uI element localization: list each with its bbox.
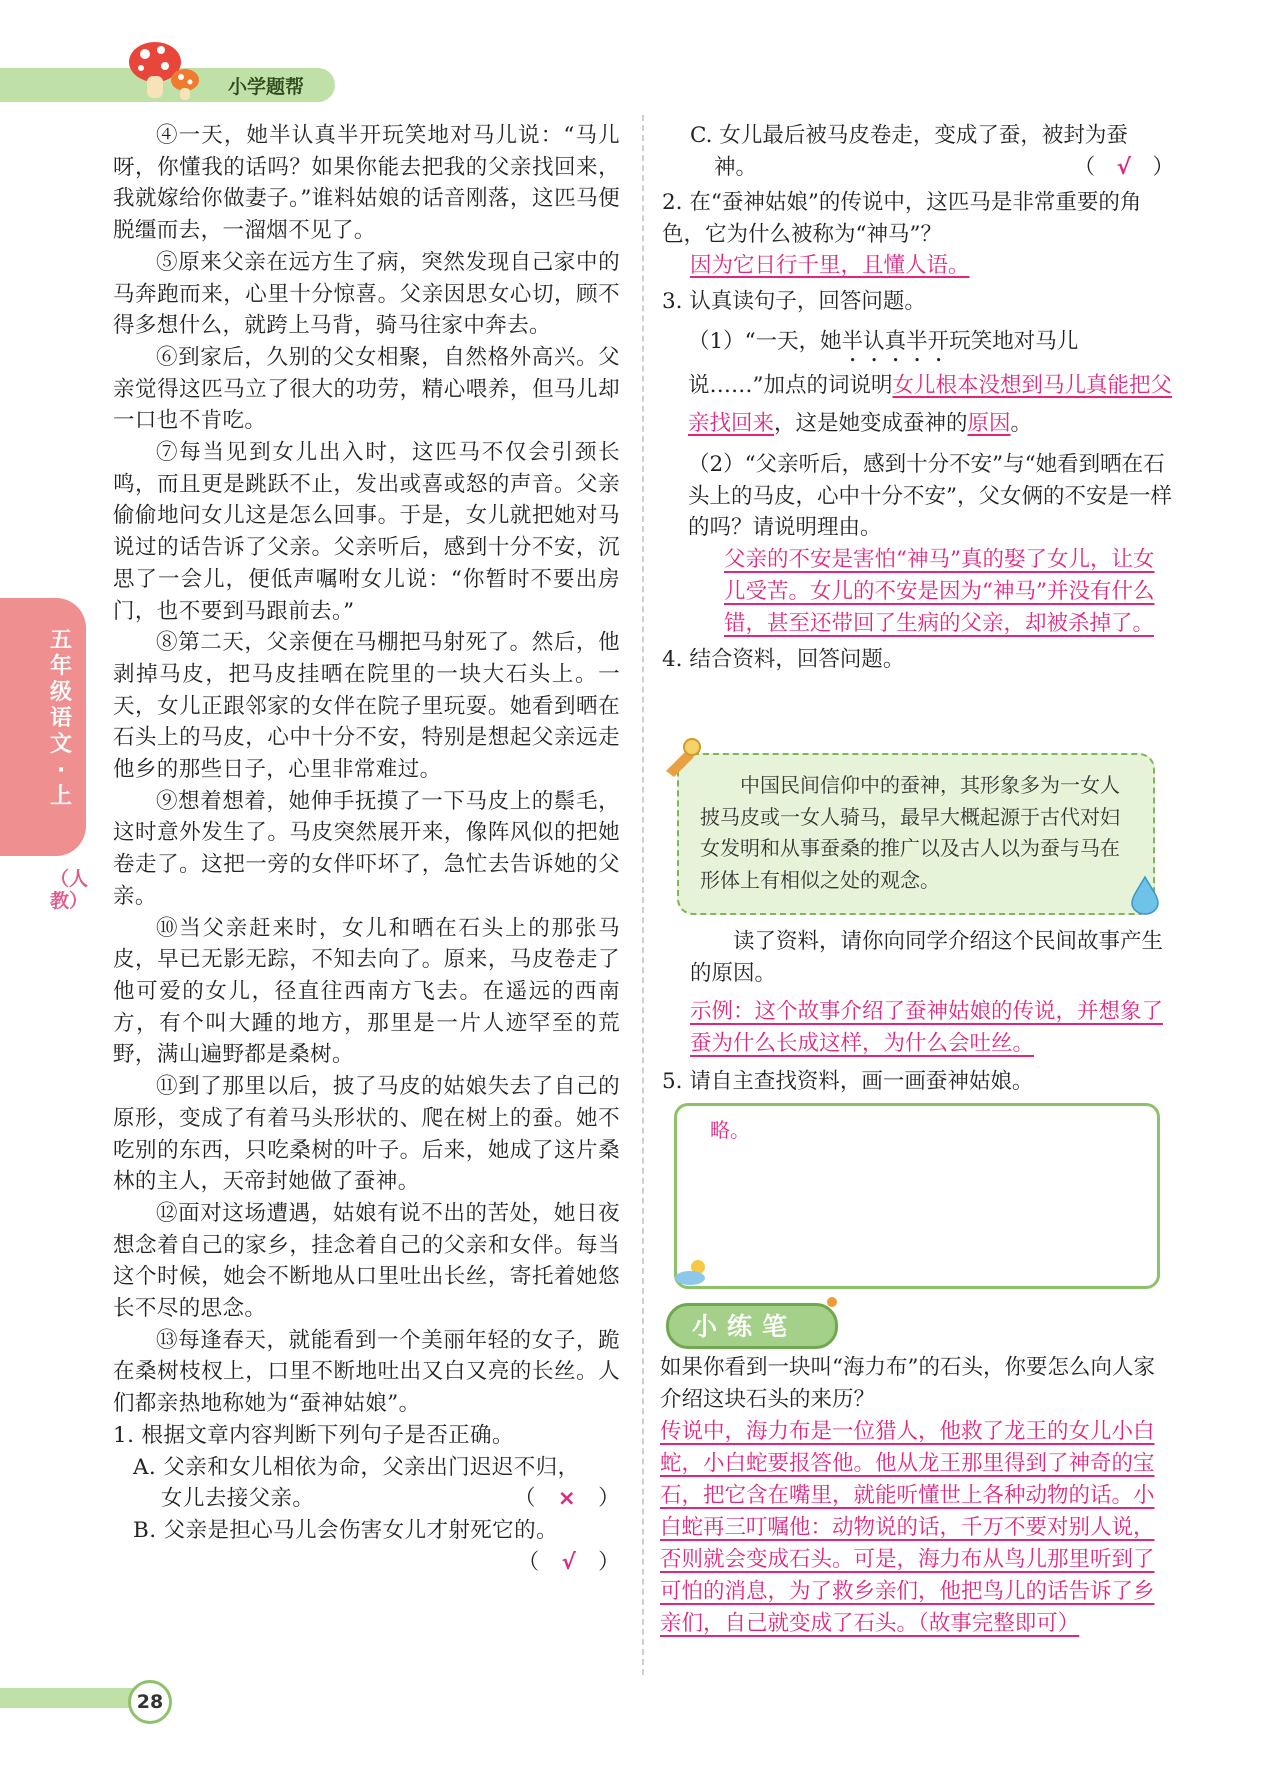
header-title: 小学题帮 (228, 76, 305, 98)
story-paragraph: ⑤原来父亲在远方生了病，突然发现自己家中的马奔跑而来，心里十分惊喜。父亲因思女心切，顾不得多想什么，就跨上马背，骑马往家中奔去。 (113, 249, 620, 339)
q3-1-text-d: 。 (1010, 411, 1033, 436)
cloud-sun-icon (672, 1258, 712, 1286)
story-paragraph: ⑩当父亲赶来时，女儿和晒在石头上的那张马皮，早已无影无踪，不知去向了。原来，马皮卷走了他可爱的女儿，径直往西南方飞去。在遥远的西南方，有个叫大踵的地方，那里是一片人迹罕至的荒野，满山遍野都是桑树。 (113, 915, 620, 1068)
question-3-1 (662, 317, 1174, 443)
mushroom-icon (125, 40, 205, 102)
edition-label: （人教） (50, 868, 89, 912)
question-2-answer-line (662, 250, 1174, 282)
question-3-stem: 3. 认真读句子，回答问题。 (662, 288, 926, 314)
question-4-stem: 4. 结合资料，回答问题。 (662, 646, 905, 672)
option-b: B. 父亲是担心马儿会伤害女儿才射死它的。 (133, 1517, 558, 1543)
question-4-block (662, 926, 1174, 1098)
practice-prompt: 如果你看到一块叫“海力布”的石头，你要怎么向人家介绍这块石头的来历？ (660, 1355, 1155, 1412)
story-paragraph: ⑪到了那里以后，披了马皮的姑娘失去了自己的原形，变成了有着马头形状的、爬在树上的蚕。她不吃别的东西，只吃桑树的叶子。后来，她成了这片桑林的主人，天帝封她做了蚕神。 (113, 1074, 620, 1195)
question-3-2-answer: 父亲的不安是害怕“神马”真的娶了女儿，让女儿受苦。女儿的不安是因为“神马”并没有什么错，甚至还带回了生病的父亲，却被杀掉了。 (724, 546, 1155, 636)
story-paragraph: ⑥到家后，久别的父女相聚，自然格外高兴。父亲觉得这匹马立了很大的功劳，精心喂养，但马儿却一口也不肯吃。 (113, 344, 620, 434)
option-c-cont (662, 152, 1174, 184)
page-number-bar (0, 1688, 148, 1708)
practice-answer: 传说中，海力布是一位猎人，他救了龙王的女儿小白蛇，小白蛇要报答他。他从龙王那里得到了神奇的宝石，把它含在嘴里，就能听懂世上各种动物的话。小白蛇再三叮嘱他：动物说的话，千万不要对别人说，否则就会变成石头。可是，海力布从鸟儿那里听到了可怕的消息，为了救乡亲们，他把鸟儿的话告诉了乡亲们，自己就变成了石头。（故事完整即可） (660, 1419, 1155, 1636)
story-paragraph: ⑫面对这场遭遇，姑娘有说不出的苦处，她日夜想念着自己的家乡，挂念着自己的父亲和女伴。每当这个时候，她会不断地从口里吐出长丝，寄托着她悠长不尽的思念。 (113, 1200, 620, 1322)
q3-1-text-a: （1）“一天，她 (688, 329, 842, 354)
answer-mark-c: √ (1116, 154, 1131, 180)
option-c: C. 女儿最后被马皮卷走，变成了蚕，被封为蚕 (690, 123, 1128, 148)
answer-paren-a: （ × ） (513, 1486, 620, 1512)
option-a: A. 父亲和女儿相依为命，父亲出门迟迟不归， (133, 1454, 580, 1480)
column-divider (642, 115, 644, 1675)
question-4-answer: 示例：这个故事介绍了蚕神姑娘的传说，并想象了蚕为什么长成这样，为什么会吐丝。 (690, 999, 1164, 1056)
question-2-stem: 2. 在“蚕神姑娘”的传说中，这匹马是非常重要的角色，它为什么被称为“神马”？ (662, 190, 1142, 247)
info-text: 中国民间信仰中的蚕神，其形象多为一女人披马皮或一女人骑马，最早大概起源于古代对妇女发明和从事蚕桑的推广以及古人以为蚕与马在形体上有相似之处的观念。 (700, 773, 1120, 892)
option-c-line2: 神。 (714, 154, 758, 180)
answer-mark-a: × (557, 1486, 577, 1512)
story-paragraph: ⑨想着想着，她伸手抚摸了一下马皮上的鬃毛，这时意外发生了。马皮突然展开来，像阵风似的把她卷走了。这把一旁的女伴吓坏了，急忙去告诉她的父亲。 (113, 788, 620, 909)
left-column (113, 120, 620, 1578)
page-number: 28 (128, 1680, 172, 1724)
question-5-stem: 5. 请自主查找资料，画一画蚕神姑娘。 (662, 1069, 1034, 1094)
trumpet-icon (660, 735, 704, 779)
q3-1-text-b: 玩笑地对马儿说……”加点的词说明 (688, 329, 1079, 398)
answer-paren-c: （ √ ） (1073, 154, 1174, 180)
grade-label: 五年级语文·上 (49, 628, 72, 809)
q3-1-answer-2: 原因 (967, 411, 1011, 436)
question-4-prompt: 读了资料，请你向同学介绍这个民间故事产生的原因。 (690, 929, 1164, 986)
question-2-answer: 因为它日行千里，且懂人语。 (690, 253, 970, 278)
answer-paren-b: （ √ ） (517, 1549, 620, 1575)
story-paragraph: ⑬每逢春天，就能看到一个美丽年轻的女子，跪在桑树枝杈上，口里不断地吐出又白又亮的长丝。人们都亲热地称她为“蚕神姑娘”。 (113, 1327, 620, 1417)
q3-1-text-c: ，这是她变成蚕神的 (774, 411, 968, 436)
question-1-stem: 1. 根据文章内容判断下列句子是否正确。 (113, 1422, 514, 1448)
q3-1-answer-1: 女儿根本没想到马儿真能把父亲找回来 (688, 373, 1173, 436)
right-column (662, 120, 1174, 675)
question-5-answer: 略。 (710, 1118, 750, 1142)
practice-block (660, 1352, 1170, 1640)
q3-1-dotted-words: 半认真半开 (841, 329, 950, 354)
story-paragraph: ⑧第二天，父亲便在马棚把马射死了。然后，他剥掉马皮，把马皮挂晒在院里的一块大石头上。一天，女儿正跟邻家的女伴在院子里玩耍。她看到晒在石头上的马皮，心中十分不安，特别是想起父亲远走他乡的那些日子，心里非常难过。 (113, 630, 620, 783)
option-a-line2: 女儿去接父亲。 (161, 1486, 315, 1512)
answer-mark-b: √ (561, 1549, 577, 1575)
option-a-cont (113, 1483, 620, 1515)
story-paragraph: ④一天，她半认真半开玩笑地对马儿说：“马儿呀，你懂我的话吗？如果你能去把我的父亲找回来，我就嫁给你做妻子。”谁料姑娘的话音刚落，这匹马便脱缰而去，一溜烟不见了。 (113, 123, 620, 244)
flower-dot-icon (827, 1297, 837, 1307)
practice-label: 小练笔 (692, 1312, 798, 1341)
story-paragraph: ⑦每当见到女儿出入时，这匹马不仅会引颈长鸣，而且更是跳跃不止，发出或喜或怒的声音。父亲偷偷地问女儿这是怎么回事。于是，女儿就把她对马说过的话告诉了父亲。父亲听后，感到十分不安，沉思了一会儿，便低声嘱咐女儿说：“你暂时不要出房门，也不要到马跟前去。” (113, 440, 620, 624)
question-3-2-stem: （2）“父亲听后，感到十分不安”与“她看到晒在石头上的马皮，心中十分不安”，父女俩的不安是一样的吗？请说明理由。 (688, 452, 1172, 540)
